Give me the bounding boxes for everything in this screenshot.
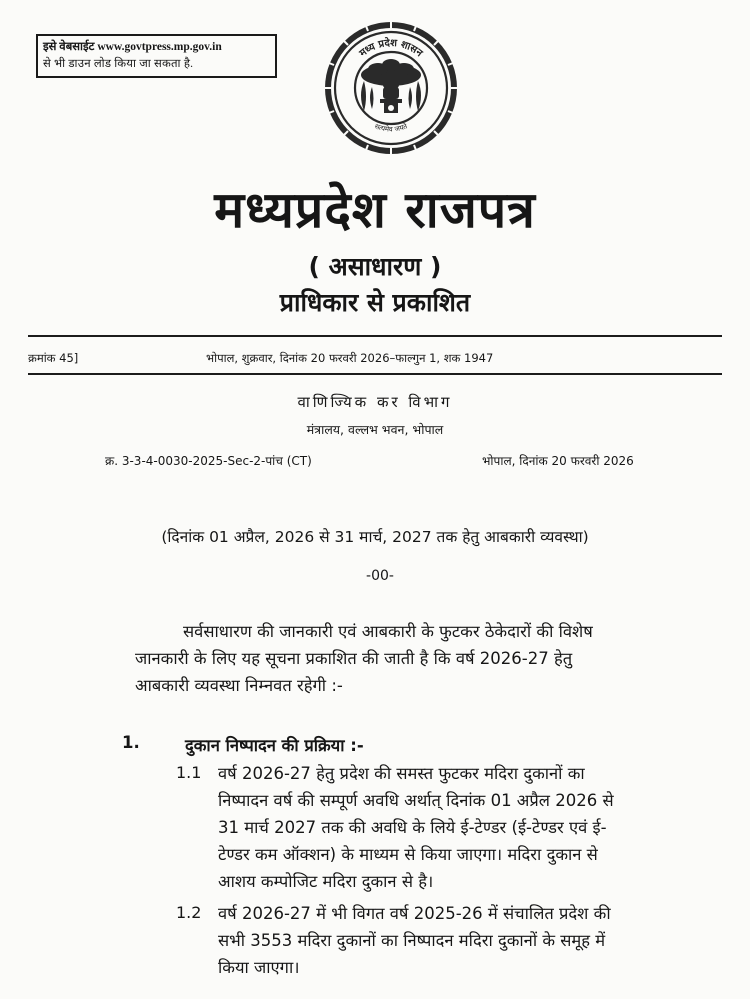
item-1-1-line-4: टेण्डर कम ऑक्शन) के माध्यम से किया जाएगा। मदिरा दुकान से bbox=[218, 845, 598, 864]
intro-line-1: सर्वसाधारण की जानकारी एवं आबकारी के फुटकर ठेकेदारों की विशेष bbox=[183, 622, 593, 641]
header-divider-top bbox=[28, 335, 722, 337]
gazette-title: मध्यप्रदेश राजपत्र bbox=[214, 180, 536, 239]
item-1-1-line-2: निष्पादन वर्ष की सम्पूर्ण अवधि अर्थात् दिनांक 01 अप्रैल 2026 से bbox=[218, 791, 614, 810]
gazette-type: ( असाधारण ) bbox=[308, 252, 442, 281]
separator: -00- bbox=[366, 568, 394, 584]
item-1-1-line-1: वर्ष 2026-27 हेतु प्रदेश की समस्त फुटकर मदिरा दुकानों का bbox=[218, 764, 585, 783]
excise-period-title: (दिनांक 01 अप्रैल, 2026 से 31 मार्च, 2027 तक हेतु आबकारी व्यवस्था) bbox=[161, 528, 589, 546]
item-1-1-text bbox=[218, 760, 670, 895]
order-number: क्र. 3-3-4-0030-2025-Sec-2-पांच (CT) bbox=[105, 454, 312, 468]
intro-line-2: जानकारी के लिए यह सूचना प्रकाशित की जाती है कि वर्ष 2026-27 हेतु bbox=[135, 649, 573, 668]
emblem-top-text: मध्य प्रदेश शासन bbox=[357, 37, 425, 60]
emblem-seal-icon bbox=[320, 17, 462, 159]
item-1-1-line-5: आशय कम्पोजिट मदिरा दुकान से है। bbox=[218, 872, 434, 891]
website-notice-box bbox=[36, 34, 277, 78]
issue-date: भोपाल, शुक्रवार, दिनांक 20 फरवरी 2026–फाल्गुन 1, शक 1947 bbox=[206, 351, 494, 365]
issue-info-row bbox=[28, 349, 722, 367]
header-divider-bottom bbox=[28, 373, 722, 375]
item-1-2-text bbox=[218, 900, 670, 981]
intro-line-3: आबकारी व्यवस्था निम्नवत रहेगी :- bbox=[135, 676, 343, 695]
department-address: मंत्रालय, वल्लभ भवन, भोपाल bbox=[306, 422, 444, 437]
section-title: दुकान निष्पादन की प्रक्रिया :- bbox=[185, 736, 364, 755]
intro-paragraph bbox=[135, 618, 655, 699]
department-name: वाणिज्यिक कर विभाग bbox=[297, 393, 453, 411]
item-1-2-line-3: किया जाएगा। bbox=[218, 958, 300, 977]
item-1-2-line-2: सभी 3553 मदिरा दुकानों का निष्पादन मदिरा दुकानों के समूह में bbox=[218, 931, 606, 950]
website-notice-line1: इसे वेबसाईट www.govtpress.mp.gov.in bbox=[43, 41, 222, 53]
section-number: 1. bbox=[122, 733, 140, 752]
mp-state-emblem bbox=[320, 17, 462, 159]
order-date: भोपाल, दिनांक 20 फरवरी 2026 bbox=[482, 454, 634, 468]
item-1-1-line-3: 31 मार्च 2027 तक की अवधि के लिये ई-टेण्डर (ई-टेण्डर एवं ई- bbox=[218, 818, 607, 837]
item-1-1-number: 1.1 bbox=[176, 763, 202, 782]
issue-number: क्रमांक 45] bbox=[28, 351, 79, 365]
item-1-2-number: 1.2 bbox=[176, 903, 202, 922]
item-1-2-line-1: वर्ष 2026-27 में भी विगत वर्ष 2025-26 में संचालित प्रदेश की bbox=[218, 904, 611, 923]
website-notice-line2: से भी डाउन लोड किया जा सकता है. bbox=[43, 58, 194, 70]
gazette-authority: प्राधिकार से प्रकाशित bbox=[279, 288, 471, 317]
emblem-motto-text: सत्यमेव जयते bbox=[373, 122, 409, 134]
